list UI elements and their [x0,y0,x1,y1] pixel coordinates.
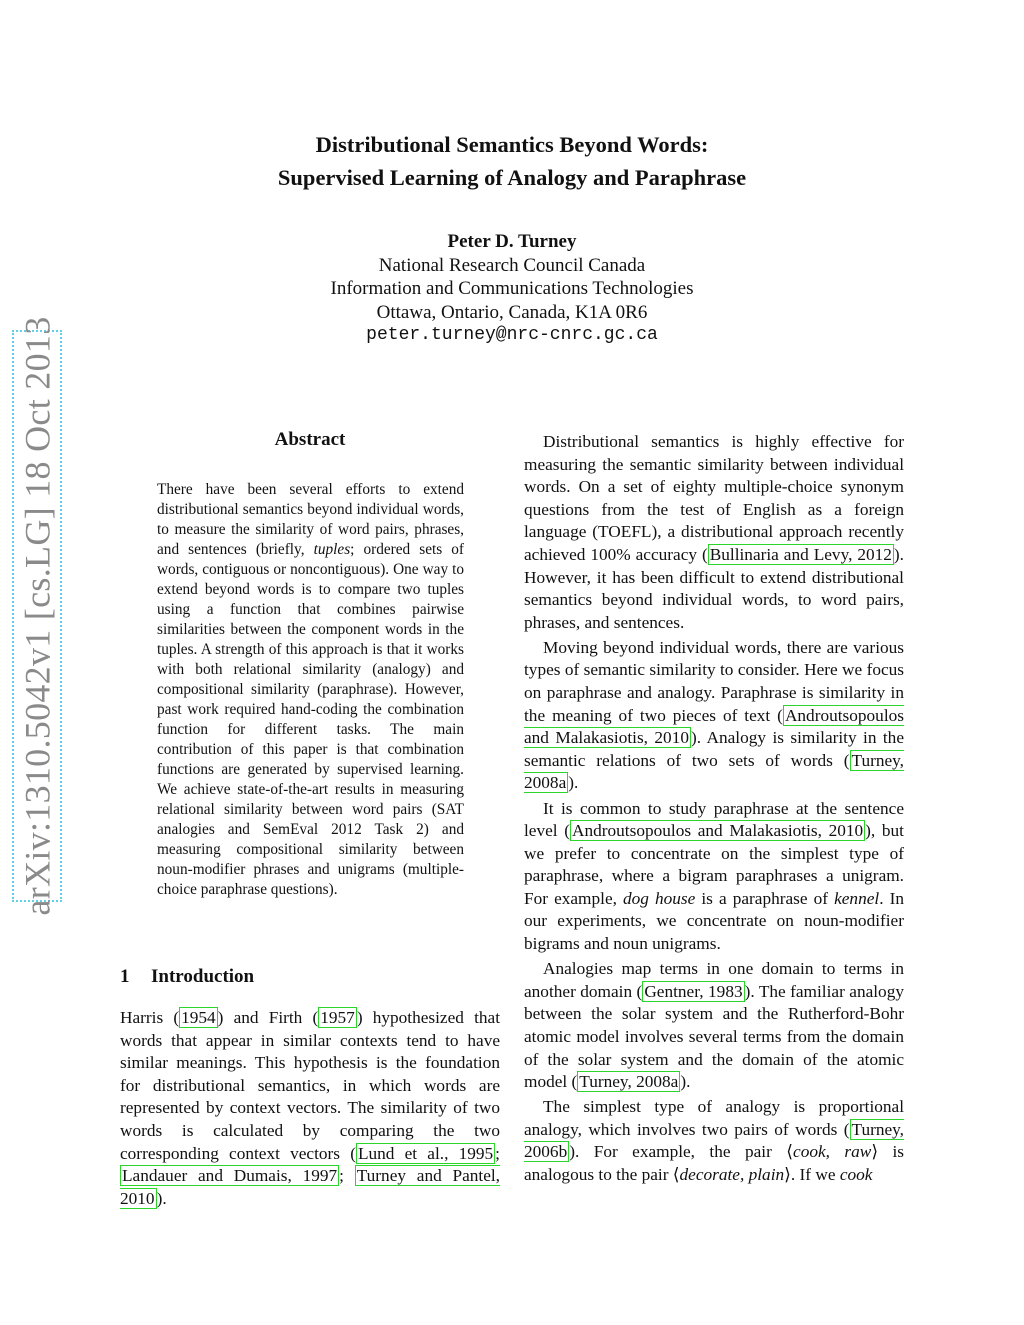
citation-link[interactable]: Androutsopoulos and Malakasiotis, 2010 [524,705,904,748]
emphasis: cook, raw [793,1142,872,1162]
arxiv-stamp [12,316,62,916]
citation-link[interactable]: Turney, 2008a [524,750,904,793]
section-heading-introduction [120,966,254,988]
citation-link[interactable]: 1957 [320,1008,355,1027]
text-span: Distributional semantics is highly effective for measuring the semantic similarity between individual words. On a set of eighty multiple-choice synonym questions from the test of English as a foreign language (TOEFL), a distributional approach recently achieved 100% accuracy ( [524,432,904,564]
author-address: Ottawa, Ontario, Canada, K1A 0R6 [376,301,648,323]
text-span: ). However, it has been difficult to extend distributional semantics beyond individual words, to word pairs, phrases, and sentences. [524,544,904,632]
intro-paragraph-6 [524,1096,904,1186]
text-span: ). [568,773,579,793]
author-name: Peter D. Turney [447,231,577,252]
emphasis: dog house [623,888,696,908]
left-column-body [120,1007,500,1210]
text-span: ). For example, the pair ⟨ [569,1142,794,1162]
citation-link[interactable]: Bullinaria and Levy, 2012 [709,544,892,564]
text-span: Harris ( [120,1008,180,1027]
right-column-body [524,431,904,1187]
text-span: . In our experiments, we concentrate on noun-modifier bigrams and noun unigrams. [524,888,904,954]
text-span: ) hypothesized that words that appear in similar contexts tend to have similar meanings. This hypothesis is the foundation for distributional semantics, in which words are represented by context vectors. The similarity of two words is calculated by comparing the two corresponding context vectors ( [120,1008,500,1163]
text-span: ⟩. If we [784,1165,840,1184]
text-span: ; [339,1166,355,1186]
text-span: ). Analogy is similarity in the semantic relations of two sets of words ( [524,728,904,770]
abstract-text-b: ; ordered sets of words, contiguous or noncontiguous). One way to extend beyond words is to compare two tuples using a function that combines pairwise similarities between the component words in the tuples. A strength of this approach is that it works with both relational similarity (analogy) and compositional similarity (paraphrase). However, past work required hand-coding the combination function for different tasks. The main contribution of this paper is that combination functions are generated by supervised learning. We achieve state-of-the-art results in measuring relational similarity between word pairs (SAT analogies and SemEval 2012 Task 2) and measuring compositional similarity between noun-modifier phrases and unigrams (multiple-choice paraphrase questions). [157,541,465,898]
paper-title [0,128,1024,194]
title-line-1: Distributional Semantics Beyond Words: [315,132,709,157]
author-affiliation-2: Information and Communications Technologies [330,278,694,299]
citation-link[interactable]: Androutsopoulos and Malakasiotis, 2010 [572,821,864,841]
abstract-body [157,480,464,900]
text-span: ), but we prefer to concentrate on the simplest type of paraphrase, where a bigram paraphrases a unigram. For example, [524,821,904,908]
emphasis: cook [839,1165,873,1184]
citation-link[interactable]: Turney, 2008a [579,1072,679,1092]
citation-link[interactable]: 1954 [181,1008,216,1027]
text-span: is a paraphrase of [695,888,835,908]
text-span: Moving beyond individual words, there are various types of semantic similarity to consider. Here we focus on paraphrase and analogy. Paraphrase is similarity in the meaning of two pieces of text ( [524,637,904,725]
intro-paragraph-3 [524,637,904,795]
citation-link[interactable]: Gentner, 1983 [644,981,743,1001]
author-email[interactable]: peter.turney@nrc-cnrc.gc.ca [366,325,658,345]
abstract-heading: Abstract [274,429,346,450]
section-number: 1 [120,966,130,987]
emphasis: kennel [834,888,880,908]
intro-paragraph-2 [524,431,904,634]
arxiv-stamp-text: arXiv:1310.5042v1 [cs.LG] 18 Oct 2013 [17,316,57,916]
title-line-2: Supervised Learning of Analogy and Paraphrase [277,165,747,190]
text-span: The simplest type of analogy is proportional analogy, which involves two pairs of words ( [524,1097,904,1139]
citation-link[interactable]: Turney, 2006b [524,1119,904,1162]
author-block [0,230,1024,348]
text-span: ). [680,1072,691,1092]
text-span: ⟩ is analogous to the pair ⟨ [524,1142,905,1184]
section-title: Introduction [151,966,255,987]
citation-link[interactable]: Lund et al., 1995 [357,1143,494,1163]
text-span: ) and Firth ( [217,1008,319,1027]
text-span: Analogies map terms in one domain to terms in another domain ( [524,959,904,1001]
text-span: ). The familiar analogy between the solar system and the Rutherford-Bohr atomic model involves several terms from the domain of the solar system and the domain of the atomic model ( [524,981,904,1092]
text-span: It is common to study paraphrase at the sentence level ( [524,798,904,841]
citation-link[interactable]: Landauer and Dumais, 1997 [122,1166,338,1186]
citation-link[interactable]: Turney and Pantel, 2010 [120,1166,501,1208]
emphasis: decorate, plain [679,1165,785,1184]
abstract-emphasis: tuples [313,541,351,558]
intro-paragraph-4 [524,798,904,956]
intro-paragraph-1 [120,1007,500,1210]
intro-paragraph-5 [524,958,904,1094]
author-affiliation-1: National Research Council Canada [378,254,646,276]
text-span: ; [495,1143,500,1163]
abstract-text-a: There have been several efforts to extend distributional semantics beyond individual words, to measure the similarity of word pairs, phrases, and sentences (briefly, [157,481,464,558]
text-span: ). [156,1188,167,1208]
